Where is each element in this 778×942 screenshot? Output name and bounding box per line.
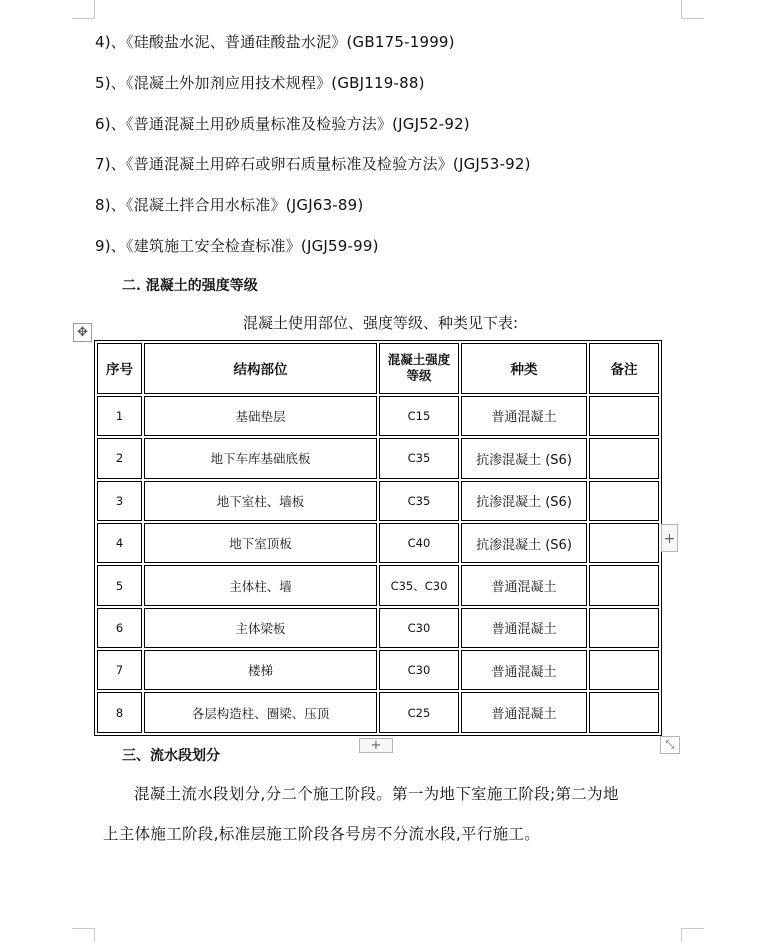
reference-item: 9)、《建筑施工安全检查标准》(JGJ59-99) [95,237,379,255]
paragraph-line: 上主体施工阶段,标准层施工阶段各号房不分流水段,平行施工。 [103,825,541,843]
section-heading: 二. 混凝土的强度等级 [122,278,258,294]
table-row [97,650,659,690]
table-cell[interactable]: 楼梯 [144,650,377,690]
table-row [97,565,659,605]
table-row [97,481,659,521]
table-cell[interactable] [589,692,659,733]
table-cell[interactable]: C30 [379,608,459,648]
reference-item: 7)、《普通混凝土用碎石或卵石质量标准及检验方法》(JGJ53-92) [95,155,531,173]
section-heading: 三、流水段划分 [122,748,220,764]
paragraph-line: 混凝土流水段划分,分二个施工阶段。第一为地下室施工阶段;第二为地 [134,785,619,803]
table-cell[interactable]: 各层构造柱、圈梁、压顶 [144,692,377,733]
table-cell[interactable] [589,650,659,690]
add-column-button[interactable] [661,524,678,552]
table-cell[interactable] [589,396,659,436]
table-row [97,438,659,478]
table-cell[interactable]: C30 [379,650,459,690]
table-row [97,608,659,648]
table-cell[interactable] [589,438,659,478]
page-corner-mark [72,0,95,19]
table-cell[interactable]: 4 [97,523,142,563]
header-cell[interactable]: 备注 [589,343,659,394]
table-cell[interactable]: 普通混凝土 [461,565,587,605]
table-cell[interactable]: 普通混凝土 [461,692,587,733]
table-cell[interactable]: 抗渗混凝土 (S6) [461,481,587,521]
table-header-row [97,343,659,394]
table-cell[interactable]: C35 [379,481,459,521]
table-cell[interactable]: 7 [97,650,142,690]
reference-item: 4)、《硅酸盐水泥、普通硅酸盐水泥》(GB175-1999) [95,33,455,51]
plus-icon: + [663,531,676,547]
table-cell[interactable]: C35、C30 [379,565,459,605]
add-row-button[interactable] [359,738,393,753]
table-cell[interactable] [589,481,659,521]
table-cell[interactable]: 普通混凝土 [461,608,587,648]
table-row [97,523,659,563]
table-cell[interactable]: 3 [97,481,142,521]
header-cell[interactable]: 序号 [97,343,142,394]
table-cell[interactable]: 5 [97,565,142,605]
table-cell[interactable]: 基础垫层 [144,396,377,436]
plus-icon: + [370,738,382,753]
table-cell[interactable]: 地下室柱、墙板 [144,481,377,521]
table-cell[interactable] [589,523,659,563]
table-cell[interactable] [589,608,659,648]
table-cell[interactable]: 8 [97,692,142,733]
table-cell[interactable]: 普通混凝土 [461,396,587,436]
concrete-spec-table[interactable] [94,340,662,736]
table-cell[interactable]: 主体柱、墙 [144,565,377,605]
page-corner-mark [72,928,95,942]
table-row [97,396,659,436]
table-cell[interactable]: 普通混凝土 [461,650,587,690]
table-caption: 混凝土使用部位、强度等级、种类见下表: [243,314,519,332]
reference-item: 8)、《混凝土拌合用水标准》(JGJ63-89) [95,196,364,214]
table-cell[interactable]: 2 [97,438,142,478]
resize-icon: ⤡ [665,738,675,751]
header-cell[interactable]: 种类 [461,343,587,394]
table-cell[interactable] [589,565,659,605]
header-cell[interactable]: 结构部位 [144,343,377,394]
reference-item: 6)、《普通混凝土用砂质量标准及检验方法》(JGJ52-92) [95,115,470,133]
reference-item: 5)、《混凝土外加剂应用技术规程》(GBJ119-88) [95,74,425,92]
table-row [97,692,659,733]
table-cell[interactable]: C35 [379,438,459,478]
page-corner-mark [681,928,704,942]
table-resize-handle[interactable] [660,736,680,754]
header-cell[interactable]: 混凝土强度等级 [379,343,459,394]
table-cell[interactable]: 地下室顶板 [144,523,377,563]
page-corner-mark [681,0,704,19]
table-cell[interactable]: C25 [379,692,459,733]
table-cell[interactable]: C15 [379,396,459,436]
table-cell[interactable]: 1 [97,396,142,436]
table-move-handle[interactable] [73,323,92,342]
table-cell[interactable]: 主体梁板 [144,608,377,648]
table-cell[interactable]: 6 [97,608,142,648]
table-cell[interactable]: 地下车库基础底板 [144,438,377,478]
table-cell[interactable]: 抗渗混凝土 (S6) [461,438,587,478]
move-icon: ✥ [77,325,88,340]
table-cell[interactable]: C40 [379,523,459,563]
table-cell[interactable]: 抗渗混凝土 (S6) [461,523,587,563]
